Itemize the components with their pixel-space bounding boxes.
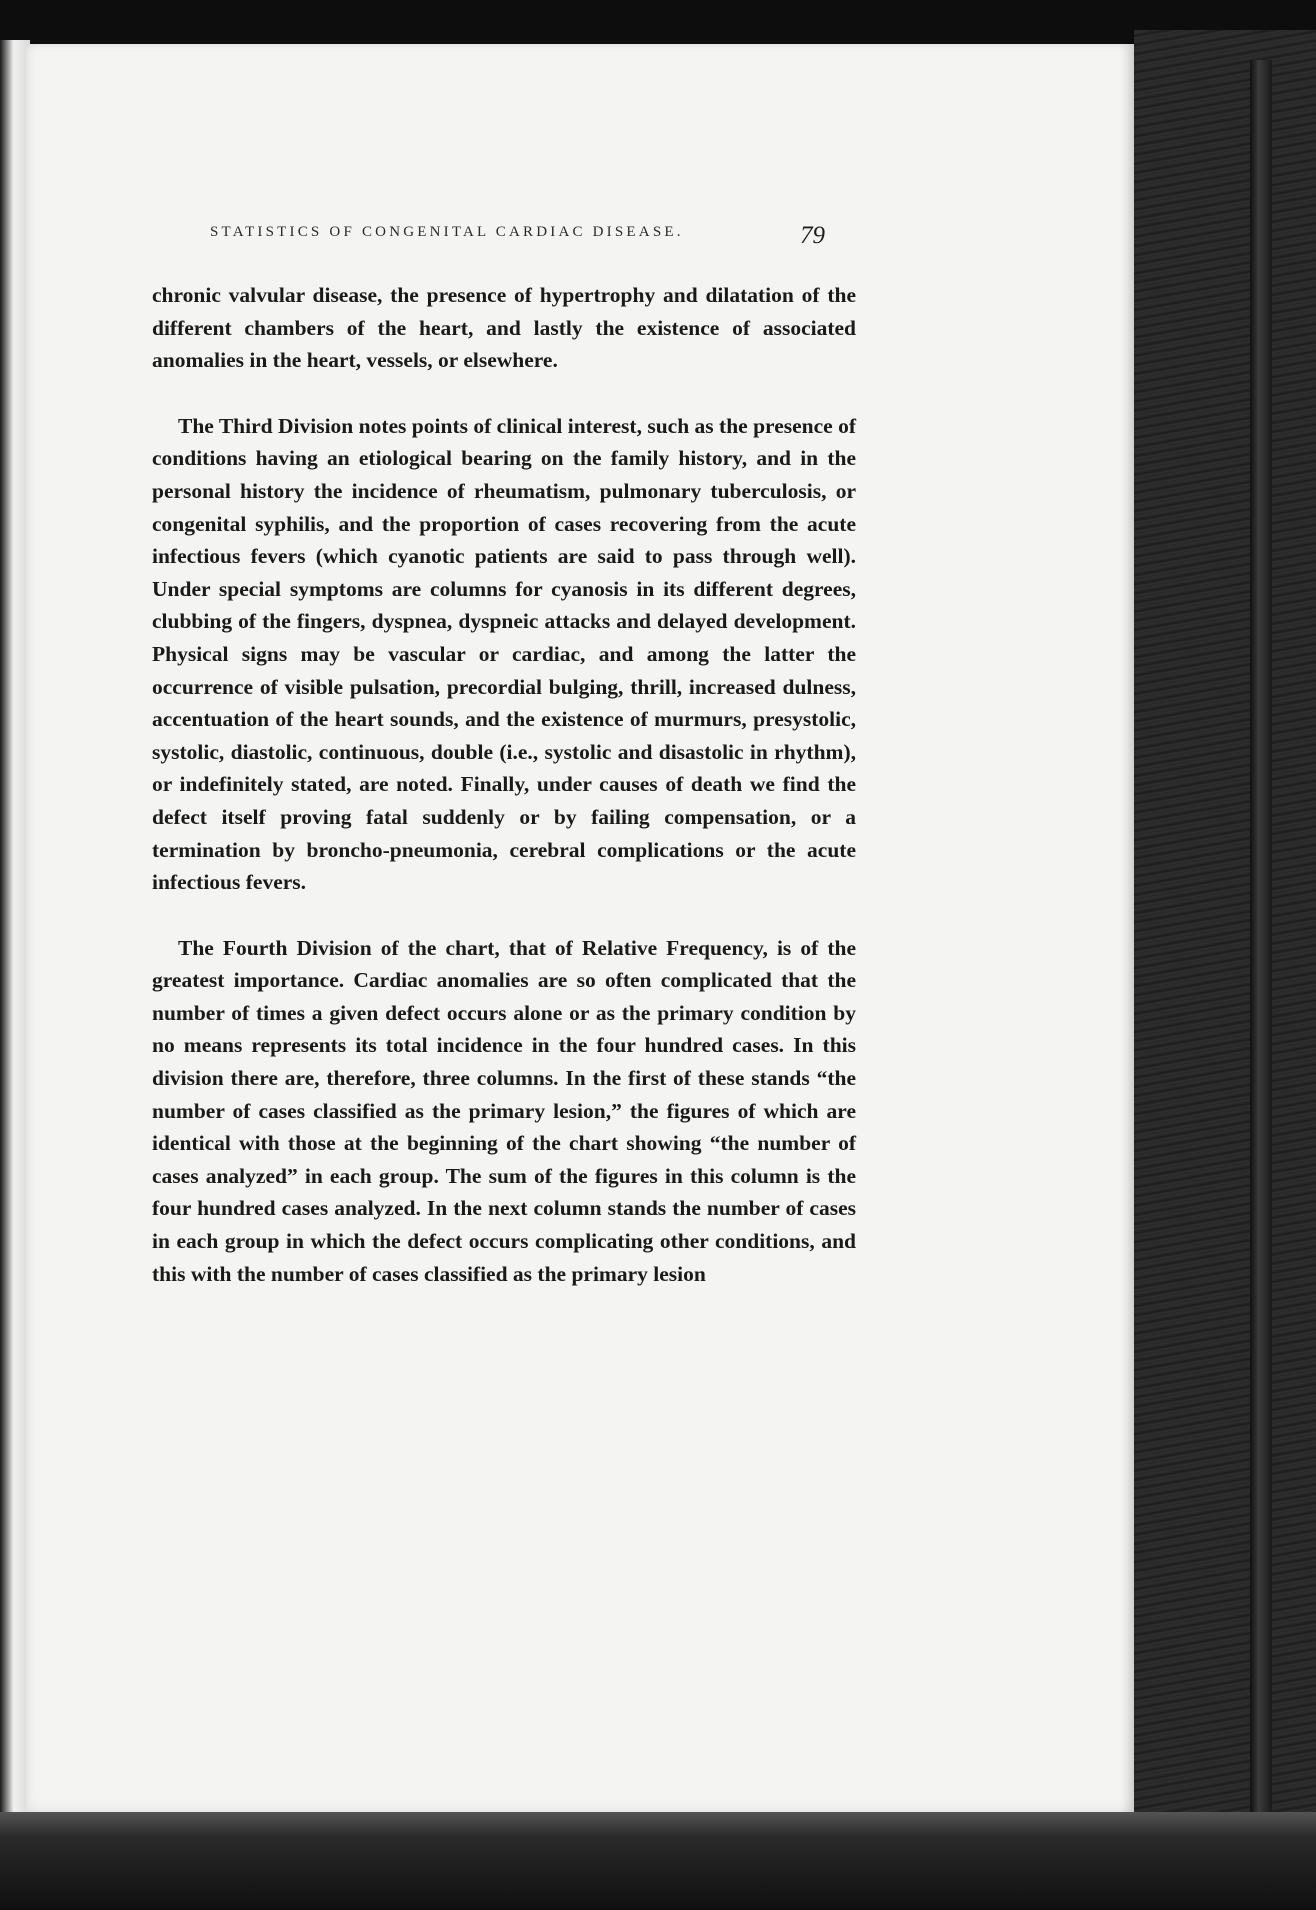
- page-bottom-shadow: [0, 1812, 1316, 1910]
- page-number: 79: [800, 222, 825, 249]
- body-text: [152, 279, 856, 1323]
- paragraph-2: The Third Division notes points of clinical interest, such as the presence of conditions having an etiological bearing on the family history, and in the personal history the incidence of rheumatism, pulmonary tuberculosis, or congenital syphilis, and the proportion of cases recovering from the acute infectious fevers (which cyanotic patients are said to pass through well). Under special symptoms are columns for cyanosis in its different degrees, clubbing of the fingers, dyspnea, dyspneic attacks and delayed development. Physical signs may be vascular or cardiac, and among the latter the occurrence of visible pulsation, precordial bulging, thrill, increased dulness, accentuation of the heart sounds, and the existence of murmurs, presystolic, systolic, diastolic, continuous, double (i.e., systolic and disastolic in rhythm), or indefinitely stated, are noted. Finally, under causes of death we find the defect itself proving fatal suddenly or by failing compensation, or a termination by broncho-pneumonia, cerebral complications or the acute infectious fevers.: [152, 413, 856, 895]
- running-head: STATISTICS OF CONGENITAL CARDIAC DISEASE.: [210, 224, 684, 240]
- paragraph-1: chronic valvular disease, the presence of hypertrophy and dilatation of the different chambers of the heart, and lastly the existence of associated anomalies in the heart, vessels, or elsewhere.: [152, 283, 856, 373]
- paragraph-3: The Fourth Division of the chart, that of Relative Frequency, is of the greatest importance. Cardiac anomalies are so often complicated that the number of times a given defect occurs alone or as the primary condition by no means represents its total incidence in the four hundred cases. In this division there are, therefore, three columns. In the first of these stands “the number of cases classified as the primary lesion,” the figures of which are identical with those at the beginning of the chart showing “the number of cases analyzed” in each group. The sum of the figures in this column is the four hundred cases analyzed. In the next column stands the number of cases in each group in which the defect occurs complicating other conditions, and this with the number of cases classified as the primary lesion: [152, 935, 856, 1286]
- book-cover-board: [1134, 30, 1316, 1910]
- book-cover-edge: [1250, 60, 1272, 1850]
